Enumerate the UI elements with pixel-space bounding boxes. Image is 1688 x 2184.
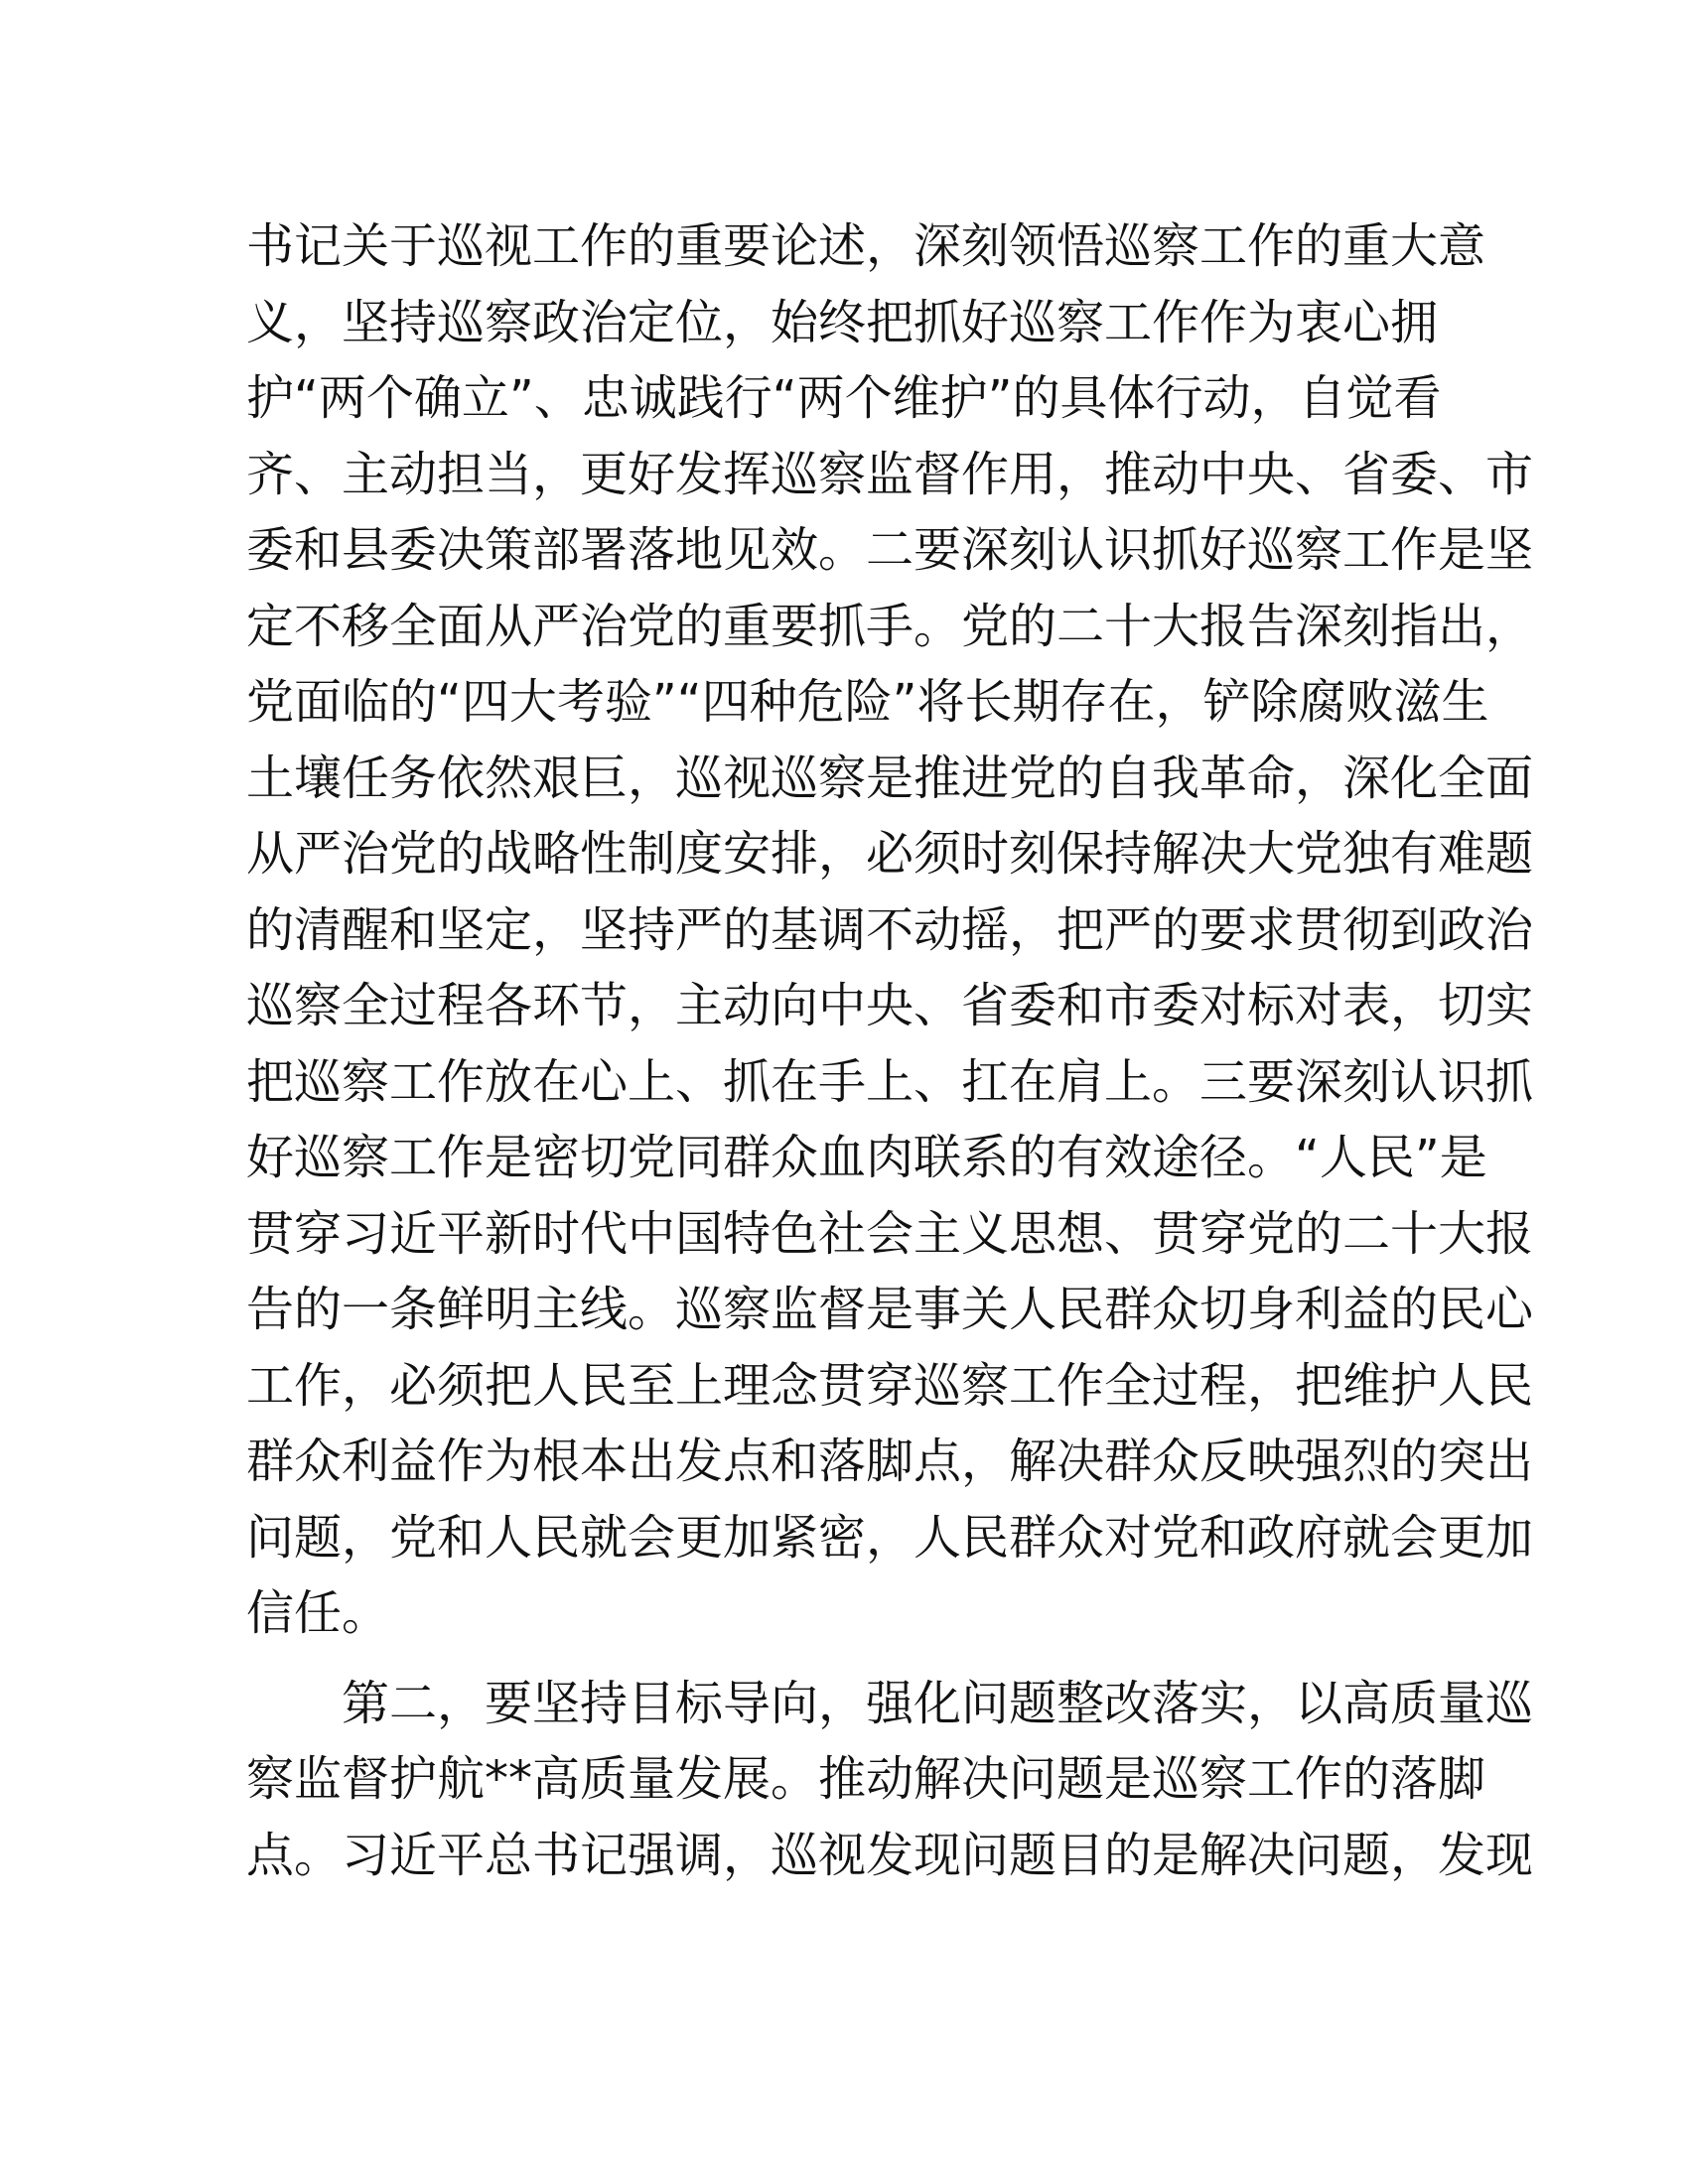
text-line: 定不移全面从严治党的重要抓手。党的二十大报告深刻指出， [246, 598, 1534, 654]
text-line: 好巡察工作是密切党同群众血肉联系的有效途径。“人民”是 [246, 1130, 1487, 1185]
text-line: 齐、主动担当，更好发挥巡察监督作用，推动中央、省委、市 [246, 446, 1534, 502]
text-line: 群众利益作为根本出发点和落脚点，解决群众反映强烈的突出 [246, 1433, 1534, 1489]
text-line: 巡察全过程各环节，主动向中央、省委和市委对标对表，切实 [246, 978, 1534, 1033]
text-line: 问题，党和人民就会更加紧密，人民群众对党和政府就会更加 [246, 1509, 1534, 1566]
text-line: 党面临的“四大考验”“四种危险”将长期存在，铲除腐败滋生 [246, 674, 1489, 730]
text-line: 工作，必须把人民至上理念贯穿巡察工作全过程，把维护人民 [246, 1357, 1534, 1414]
text-line: 察监督护航**高质量发展。推动解决问题是巡察工作的落脚 [246, 1751, 1486, 1807]
text-line: 告的一条鲜明主线。巡察监督是事关人民群众切身利益的民心 [246, 1282, 1534, 1337]
text-line: 点。习近平总书记强调，巡视发现问题目的是解决问题，发现 [246, 1827, 1534, 1883]
text-line: 委和县委决策部署落地见效。二要深刻认识抓好巡察工作是坚 [246, 522, 1534, 578]
text-line: 土壤任务依然艰巨，巡视巡察是推进党的自我革命，深化全面 [246, 750, 1534, 806]
text-line: 第二，要坚持目标导向，强化问题整改落实，以高质量巡 [246, 1675, 1534, 1731]
body-text [246, 208, 1534, 1893]
text-line: 书记关于巡视工作的重要论述，深刻领悟巡察工作的重大意 [246, 218, 1486, 274]
text-line: 义，坚持巡察政治定位，始终把抓好巡察工作作为衷心拥 [246, 294, 1439, 350]
text-line: 护“两个确立”、忠诚践行“两个维护”的具体行动，自觉看 [246, 370, 1442, 426]
paragraph-2 [246, 1666, 1534, 1894]
paragraph-1 [246, 208, 1534, 1652]
text-line: 把巡察工作放在心上、抓在手上、扛在肩上。三要深刻认识抓 [246, 1053, 1534, 1110]
text-line: 贯穿习近平新时代中国特色社会主义思想、贯穿党的二十大报 [246, 1205, 1534, 1262]
text-line: 从严治党的战略性制度安排，必须时刻保持解决大党独有难题 [246, 826, 1534, 882]
text-line: 信任。 [246, 1585, 390, 1641]
text-line: 的清醒和坚定，坚持严的基调不动摇，把严的要求贯彻到政治 [246, 901, 1534, 958]
